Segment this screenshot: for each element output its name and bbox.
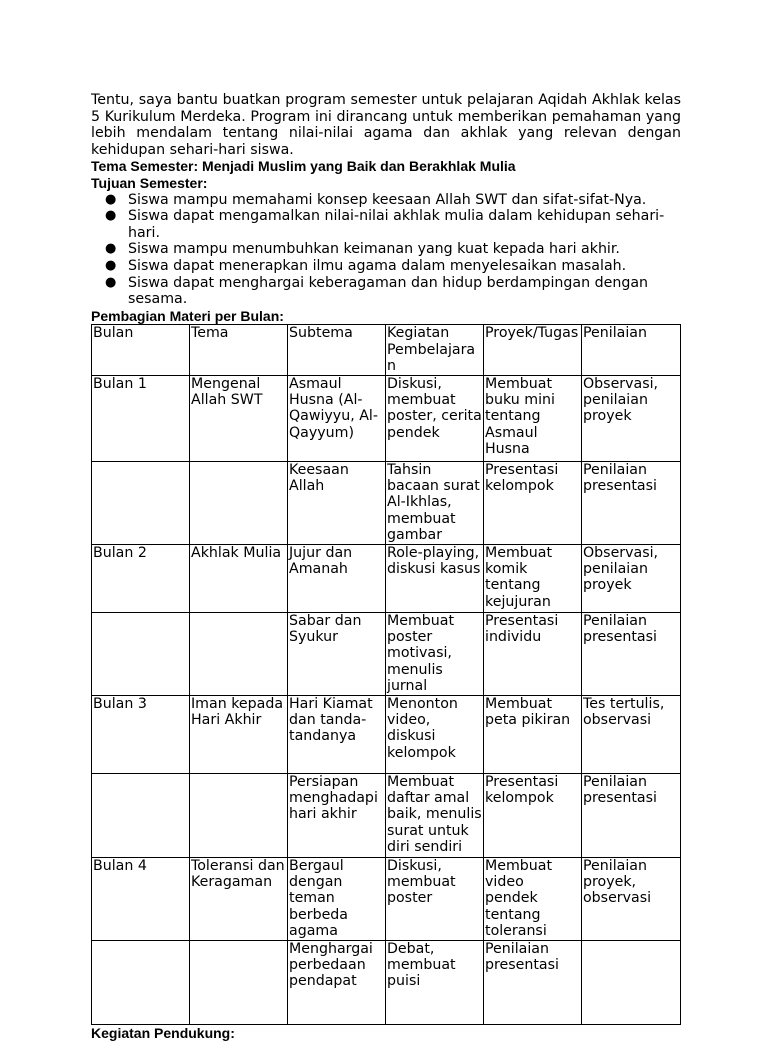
table-cell: Membuat poster motivasi, menulis jurnal <box>386 612 484 695</box>
table-cell: Jujur dan Amanah <box>288 544 386 612</box>
header-penilaian: Penilaian <box>582 325 681 375</box>
table-cell <box>190 940 288 1024</box>
table-cell: Presentasi individu <box>484 612 582 695</box>
pembagian-materi-label: Pembagian Materi per Bulan <box>91 307 280 324</box>
table-cell: Menonton video, diskusi kelompok <box>386 695 484 773</box>
tujuan-item-text: Siswa mampu memahami konsep keesaan Allah SWT dan sifat-sifat-Nya. <box>128 191 647 208</box>
table-cell: Debat, membuat puisi <box>386 940 484 1024</box>
table-cell <box>190 461 288 544</box>
table-cell: Tahsin bacaan surat Al-Ikhlas, membuat gambar <box>386 461 484 544</box>
tujuan-semester-heading: Tujuan Semester: <box>91 174 208 191</box>
table-cell <box>582 940 681 1024</box>
list-item <box>91 258 681 275</box>
table-cell: Presentasi kelompok <box>484 461 582 544</box>
document-page <box>91 92 681 1041</box>
table-cell <box>190 773 288 857</box>
table-row <box>92 375 681 461</box>
bullet-icon: ● <box>105 274 117 290</box>
table-row <box>92 695 681 773</box>
table-cell: Observasi, penilaian proyek <box>582 544 681 612</box>
tujuan-item-text: Siswa dapat menghargai keberagaman dan hidup berdampingan dengan sesama. <box>128 274 649 308</box>
table-cell: Toleransi dan Keragaman <box>190 857 288 940</box>
table-cell: Bulan 3 <box>92 695 190 773</box>
table-cell: Penilaian presentasi <box>582 461 681 544</box>
table-cell: Bergaul dengan teman berbeda agama <box>288 857 386 940</box>
table-cell: Hari Kiamat dan tanda-tandanya <box>288 695 386 773</box>
table-cell: Bulan 2 <box>92 544 190 612</box>
table-cell: Membuat peta pikiran <box>484 695 582 773</box>
bullet-icon: ● <box>105 208 117 224</box>
table-cell: Penilaian presentasi <box>582 773 681 857</box>
header-tema: Tema <box>190 325 288 375</box>
tujuan-semester-label: Tujuan Semester <box>91 174 203 191</box>
header-kegiatan: Kegiatan Pembelajaran <box>386 325 484 375</box>
bullet-icon: ● <box>105 241 117 257</box>
table-cell: Asmaul Husna (Al-Qawiyyu, Al-Qayyum) <box>288 375 386 461</box>
pembagian-materi-heading: Pembagian Materi per Bulan: <box>91 307 284 324</box>
table-cell: Diskusi, membuat poster <box>386 857 484 940</box>
table-cell: Sabar dan Syukur <box>288 612 386 695</box>
table-cell <box>92 773 190 857</box>
table-cell: Penilaian presentasi <box>582 612 681 695</box>
table-row <box>92 773 681 857</box>
tema-semester-value: Menjadi Muslim yang Baik dan Berakhlak Mulia <box>202 158 516 175</box>
bullet-icon: ● <box>105 191 117 207</box>
table-cell: Keesaan Allah <box>288 461 386 544</box>
table-cell: Membuat buku mini tentang Asmaul Husna <box>484 375 582 461</box>
table-cell <box>190 612 288 695</box>
list-item <box>91 208 681 241</box>
bullet-icon: ● <box>105 257 117 273</box>
table-row <box>92 940 681 1024</box>
list-item <box>91 241 681 258</box>
kegiatan-pendukung-heading: Kegiatan Pendukung: <box>91 1024 235 1041</box>
table-cell: Membuat daftar amal baik, menulis surat untuk diri sendiri <box>387 773 482 856</box>
table-cell: Akhlak Mulia <box>190 544 288 612</box>
intro-paragraph: Tentu, saya bantu buatkan program semester untuk pelajaran Aqidah Akhlak kelas 5 Kurikulum Merdeka. Program ini dirancang untuk memberikan pemahaman yang lebih mendalam tentang nilai-nilai agama dan akhlak yang relevan dengan kehidupan sehari-hari siswa. <box>91 92 681 158</box>
header-bulan: Bulan <box>92 325 190 375</box>
table-cell: Persiapan menghadapi hari akhir <box>288 773 386 857</box>
table-cell: Observasi, penilaian proyek <box>582 375 681 461</box>
tujuan-item-text: Siswa dapat menerapkan ilmu agama dalam menyelesaikan masalah. <box>128 257 627 274</box>
tujuan-item-text: Siswa mampu menumbuhkan keimanan yang kuat kepada hari akhir. <box>128 241 620 258</box>
table-row <box>92 857 681 940</box>
table-row <box>92 544 681 612</box>
table-cell: Bulan 4 <box>92 857 190 940</box>
table-cell: Iman kepada Hari Akhir <box>190 695 288 773</box>
table-cell: Penilaian proyek, observasi <box>582 857 681 940</box>
table-cell: Penilaian presentasi <box>484 940 582 1024</box>
tujuan-item-text: Siswa dapat mengamalkan nilai-nilai akhlak mulia dalam kehidupan sehari-hari. <box>128 208 665 241</box>
tema-semester-heading: Tema Semester: Menjadi Muslim yang Baik dan Berakhlak Mulia <box>91 158 516 175</box>
tujuan-list <box>91 192 681 308</box>
table-cell: Tes tertulis, observasi <box>582 695 681 773</box>
table-header-row <box>92 325 681 375</box>
table-row <box>92 461 681 544</box>
table-cell <box>92 940 190 1024</box>
table-cell: Diskusi, membuat poster, cerita pendek <box>386 375 484 461</box>
table-cell: Menghargai perbedaan pendapat <box>288 940 386 1024</box>
table-cell <box>92 461 190 544</box>
kegiatan-pendukung-label: Kegiatan Pendukung <box>91 1024 231 1041</box>
table-cell: Membuat video pendek tentang toleransi <box>484 857 582 940</box>
tema-semester-label: Tema Semester <box>91 158 194 175</box>
table-row <box>92 612 681 695</box>
table-cell <box>92 612 190 695</box>
list-item <box>91 192 681 209</box>
materi-table <box>91 324 681 1024</box>
header-proyek: Proyek/Tugas <box>484 325 582 375</box>
table-cell: Presentasi kelompok <box>484 773 582 857</box>
table-cell: Role-playing, diskusi kasus <box>386 544 484 612</box>
table-cell: Membuat komik tentang kejujuran <box>484 544 582 612</box>
table-cell: Bulan 1 <box>92 375 190 461</box>
header-subtema: Subtema <box>288 325 386 375</box>
table-cell: Mengenal Allah SWT <box>190 375 288 461</box>
list-item <box>91 275 681 308</box>
